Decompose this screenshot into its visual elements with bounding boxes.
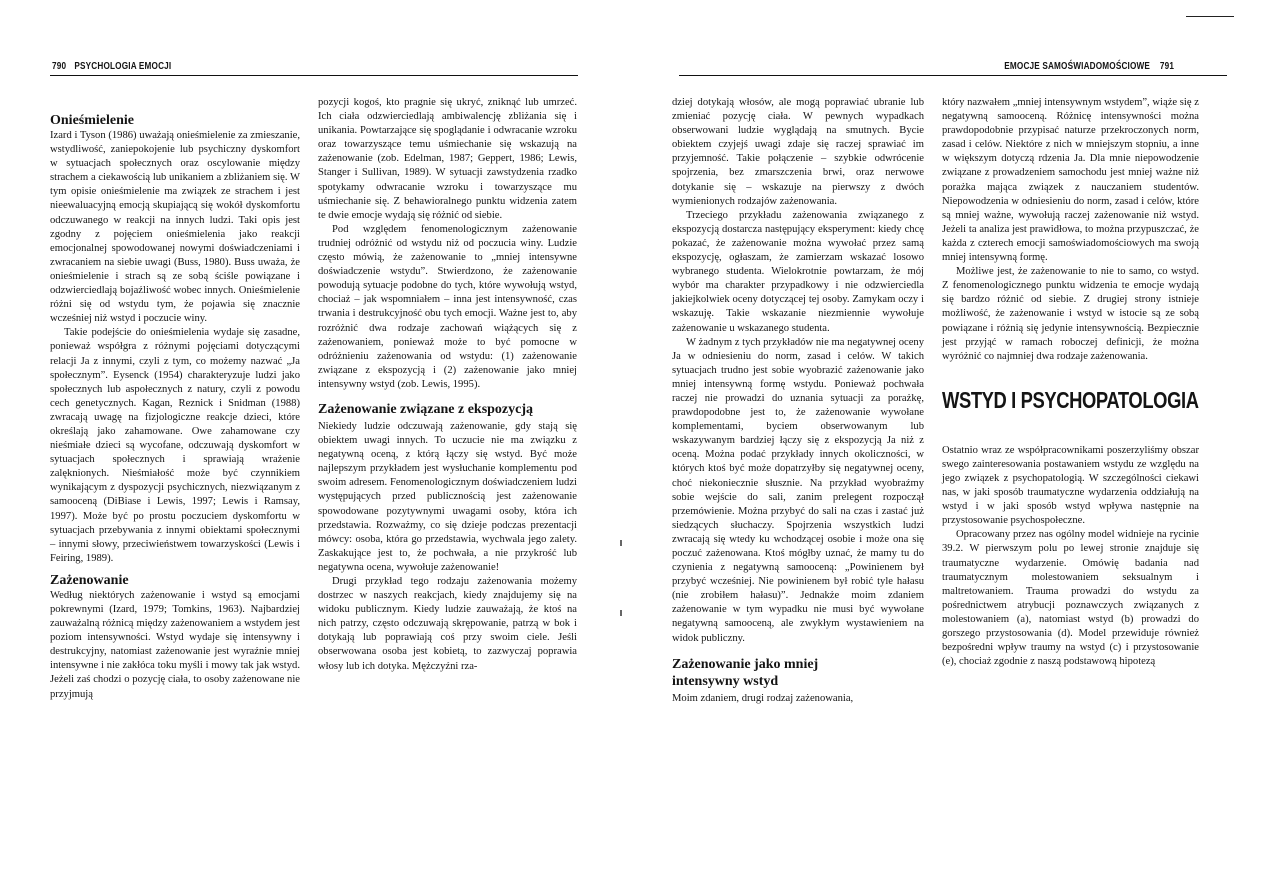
right-page <box>631 0 1262 894</box>
paragraph: W żadnym z tych przykładów nie ma negatywnej oceny Ja w odniesieniu do norm, zasad i celów. W takich sytuacjach trudno jest sobie wyobrazić zażenowanie jako mniej intensywną formę wstydu. Ponieważ pochwała raczej nie prowadzi do uznania sytuacji za porażkę, prawdopodobne jest to, że zażenowanie wywołane komplementami, byciem obserwowanym lub wskazywanym bardziej łączy się z ekspozycją Ja niż z oceną. Można podać przykłady innych okoliczności, w których ktoś być może dopatrzyłby się negatywnej oceny, choć niekoniecznie słusznie. Na przykład wyobraźmy sobie wejście do sali, zanim prelegent rozpoczął przemówienie. Można przybyć do sali na czas i zastać już siedzących słuchaczy. Spojrzenia wszystkich ludzi zwracają się wtedy ku wchodzącej osobie i może ona się poczuć zażenowana. Ktoś mógłby uznać, że mamy tu do czynienia z negatywną samooceną: „Powinienem był przybyć wcześniej. Nie powinienem był robić tyle hałasu (nie zrobiłem hałasu)”. Jednakże moim zdaniem zażenowanie w tym wypadku nie musi być wywołane negatywną samooceną, ale zwykłym wystawieniem na widok publiczny. <box>672 336 924 644</box>
gutter-mark <box>620 540 622 546</box>
paragraph: który nazwałem „mniej intensywnym wstydem”, wiąże się z negatywną samooceną. Różnicę intensywności można prawdopodobnie przypisać naturze przekroczonych norm, zasad i celów. Niektóre z nich w mniejszym stopniu, a inne w większym dotyczą rdzenia Ja. Dla mnie niepowodzenie związane z prowadzeniem samochodu jest mniej ważne niż porażka mająca związek z nauczaniem studentów. Niepowodzenia w odniesieniu do norm, zasad i celów, które są mniej ważne, wywołują raczej zażenowanie niż wstyd. Jeżeli ta analiza jest prawidłowa, to można przypuszczać, że każda z czterech emocji samoświadomościowych ma swoją mniej intensywną formę. <box>942 97 1199 264</box>
heading-zazenowanie: Zażenowanie <box>50 572 129 588</box>
running-title-left: PSYCHOLOGIA EMOCJI <box>74 61 172 72</box>
paragraph: Opracowany przez nas ogólny model widnieje na rycinie 39.2. W pierwszym polu po lewej stronie znajduje się traumatyczne wydarzenie. Omówię badania nad traumatycznym molestowaniem seksualnym i maltretowaniem. Trauma prowadzi do wstydu za pośrednictwem atrybucji poznawczych związanych z molestowaniem (a), natomiast wstyd (b) prowadzi do gorszego przystosowania (d). Model przewiduje również bezpośredni wpływ traumy na wstyd (c) i przystosowanie (e), chociaż zgodnie z naszą podstawową hipotezą <box>942 529 1199 668</box>
gutter-mark <box>620 610 622 616</box>
paragraph: pozycji kogoś, kto pragnie się ukryć, zniknąć lub umrzeć. Ich ciała odzwierciedlają ambiwalencję zbliżania się i unikania. Powtarzające się spoglądanie i odwracanie wzroku oraz towarzyszące temu uśmiechanie się wskazują na zażenowanie (zob. Edelman, 1987; Geppert, 1986; Lewis, Stanger i Sullivan, 1989). W sytuacji zawstydzenia rzadko spotykamy odwracanie wzroku i towarzyszące mu uśmiechanie się. Z behawioralnego punktu widzenia zatem te dwie emocje wydają się różnić od siebie. <box>318 97 577 221</box>
heading-ekspozycja: Zażenowanie związane z ekspozycją <box>318 401 534 417</box>
top-dash <box>1186 16 1234 17</box>
paragraph: Moim zdaniem, drugi rodzaj zażenowania, <box>672 692 854 704</box>
paragraph: dziej dotykają włosów, ale mogą poprawiać ubranie lub zmieniać pozycję ciała. W pewnych wypadkach obserwowani ludzie wyglądają na smutnych. Bycie obiektem czyjejś uwagi zdaje się raczej sprawiać im przyjemność. Takie połączenie – szybkie odwrócenie spojrzenia, bez zmarszczenia brwi, oraz nerwowe dotykanie się – wskazuje na pierwszy z dwóch wymienionych rodzajów zażenowania. <box>672 97 924 207</box>
paragraph: Niekiedy ludzie odczuwają zażenowanie, gdy stają się obiektem uwagi innych. To uczucie nie ma związku z negatywną oceną, z którą łączy się wstyd. Być może najlepszym przykładem jest wysłuchanie komplementu pod swoim adresem. Fenomenologicznym doświadczeniem ludzi występujących przed publicznością jest zażenowanie spowodowane pozytywnymi uwagami osoby, która ich przedstawia. Rozważmy, co się dzieje podczas prezentacji mówcy: osoba, która go przedstawia, wychwala jego zalety. Zaskakujące jest to, że pochwała, a nie przykrość lub negatywna ocena, wywołuje zażenowanie! <box>318 420 577 573</box>
paragraph: Takie podejście do onieśmielenia wydaje się zasadne, ponieważ współgra z różnymi pojęciami dotyczącymi relacji Ja z innymi, czyli z tym, co możemy nazwać „Ja społecznym”. Eysenck (1954) charakteryzuje ludzi jako społecznych lub aspołecznych z natury, czyli z powodu cech genetycznych. Kagan, Reznick i Snidman (1988) zwracają uwagę na fizjologiczne reakcje dzieci, które określają jako zahamowane. Owe zahamowane czy nieśmiałe dzieci są wycofane, odczuwają dyskomfort w sytuacjach społecznych i sprawiają wrażenie zalęknionych. Nieśmiałość może być czynnikiem wynikającym z dyspozycji psychicznych, niezwiązanym z samooceną (DiBiase i Lewis, 1997; Lewis i Ramsay, 1997). Może być po prostu poczuciem dyskomfortu w sytuacjach przebywania z innymi obiektami społecznymi – innymi słowy, przeciwieństwem towarzyskości (Lewis i Feiring, 1989). <box>50 327 300 564</box>
left-page-column-1 <box>50 112 300 702</box>
left-page-column-2 <box>318 96 577 674</box>
running-head-right <box>1004 61 1174 72</box>
paragraph: Według niektórych zażenowanie i wstyd są emocjami pokrewnymi (Izard, 1979; Tomkins, 1963). Najbardziej zauważalną różnicą między zażenowaniem a wstydem jest poziom intensywności. Wstyd wydaje się intensywny i destrukcyjny, natomiast zażenowanie jest wyraźnie mniej intensywne i nie zakłóca toku myśli i mowy tak jak wstyd. Jeżeli zaś chodzi o pozycję ciała, to osoby zażenowane nie przyjmują <box>50 589 300 700</box>
right-page-column-2 <box>942 96 1199 669</box>
right-page-column-1 <box>672 96 924 706</box>
paragraph: Izard i Tyson (1986) uważają onieśmielenie za zmieszanie, wstydliwość, zaniepokojenie lub psychiczny dyskomfort w sytuacjach społecznych oraz oscylowanie między strachem a ciekawością lub unikaniem a zbliżaniem się. W tym opisie onieśmielenie ma związek ze strachem i jest nieewaluacyjną emocją skupiającą się wokół dyskomfortu odczuwanego w reakcji na innych ludzi. Taki opis jest zgodny z pojęciem onieśmielenia jako reakcji emocjonalnej spowodowanej nowymi doświadczeniami i zwracaniem na siebie uwagi (Buss, 1980). Buss uważa, że onieśmielenie i strach są ze sobą ściśle powiązane i odzwierciedlają bojaźliwość wobec innych. Onieśmielenie różni się od wstydu tym, że pojawia się znacznie wcześniej niż wstyd i poczucie winy. <box>50 130 300 325</box>
paragraph: Ostatnio wraz ze współpracownikami poszerzyliśmy obszar swego zainteresowania postawaniem wstydu ze względu na jego związek z psychopatologią. W szczególności ciekawi nas, w jaki sposób traumatyczne wydarzenia oddziałują na wstyd i w jaki sposób wstyd wpływa następnie na przystosowanie psychospołeczne. <box>942 444 1199 527</box>
paragraph: Możliwe jest, że zażenowanie to nie to samo, co wstyd. Z fenomenologicznego punktu widzenia te emocje wydają się bardzo różnić od siebie. Z drugiej strony istnieje możliwość, że zażenowanie i wstyd w istocie są ze sobą powiązane i różnią się jedynie intensywnością. Bezpiecznie jest przyjąć w ramach roboczej definicji, że można wyróżnić co najmniej dwa rodzaje zażenowania. <box>942 266 1199 362</box>
heading-oniesmielenie: Onieśmielenie <box>50 113 134 128</box>
running-head-left <box>52 61 171 72</box>
paragraph: Trzeciego przykładu zażenowania związanego z ekspozycją dostarcza następujący eksperyment: kiedy chcę pokazać, że zażenowanie można wywołać przez samą ekspozycję, ogłaszam, że zamierzam wskazać losowo wybranego studenta. Wielokrotnie powtarzam, że mój wybór ma charakter przypadkowy i nie odzwierciedla jakiejkolwiek oceny dotyczącej tej osoby. Zamykam oczy i wskazuję. Takie wskazanie niezmiennie wywołuje zażenowanie u wskazanego studenta. <box>672 209 924 334</box>
page-number-right: 791 <box>1159 61 1174 72</box>
page-number-left: 790 <box>52 61 67 72</box>
heading-mniej-intensywny: Zażenowanie jako mniej intensywny wstyd <box>672 656 819 689</box>
running-title-right: EMOCJE SAMOŚWIADOMOŚCIOWE <box>1004 61 1150 72</box>
paragraph: Pod względem fenomenologicznym zażenowanie trudniej odróżnić od wstydu niż od poczucia winy. Ludzie często mówią, że zażenowanie to „mniej intensywne doświadczenie wstydu”. Stwierdzono, że zażenowanie powodują sytuacje podobne do tych, które wywołują wstyd, chociaż – jak wspomniałem – inna jest intensywność, czas trwania i destrukcyjność obu tych emocji. Ważne jest to, aby rozróżnić dwa rodzaje zachowań wiążących się z zażenowaniem, ponieważ może to być pomocne w odróżnieniu zażenowania od wstydu: (1) zażenowanie związane z ekspozycją i (2) zażenowanie jako mniej intensywny wstyd (zob. Lewis, 1995). <box>318 223 577 390</box>
header-rule-right <box>679 75 1227 76</box>
header-rule-left <box>50 75 578 76</box>
paragraph: Drugi przykład tego rodzaju zażenowania możemy dostrzec w naszych reakcjach, kiedy znajdujemy się na widoku publicznym. Kiedy ludzie zauważają, że ktoś na nich patrzy, często odczuwają skrępowanie, patrzą w bok i dotykają lub poprawiają coś przy swoim ciele. Jeśli obserwowana osoba jest kobietą, to zazwyczaj poprawia włosy lub ich dotyka. Mężczyźni rza- <box>318 576 577 672</box>
section-heading: WSTYD I PSYCHOPATOLOGIA <box>942 386 1199 413</box>
